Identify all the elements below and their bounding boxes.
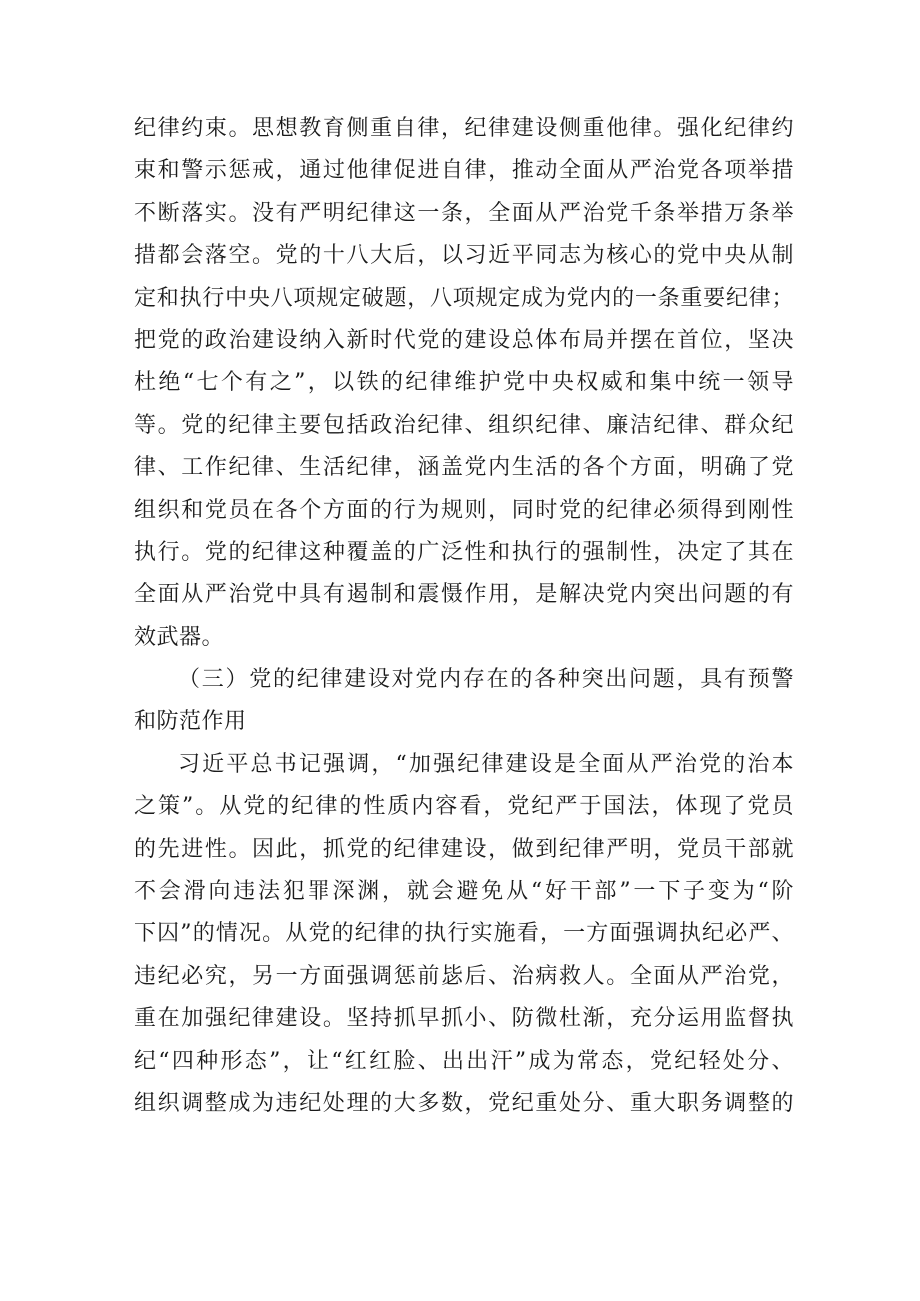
text-line: 下囚”的情况。从党的纪律的执行实施看，一方面强调执纪必严、 [134,921,794,947]
paragraph-warning-prevention [134,744,794,1126]
text-line: 之策”。从党的纪律的性质内容看，党纪严于国法，体现了党员 [134,794,794,820]
text-line: 纪“四种形态”，让“红红脸、出出汗”成为常态，党纪轻处分、 [134,1048,794,1074]
document-body [134,108,794,1125]
text-line: 的先进性。因此，抓党的纪律建设，做到纪律严明，党员干部就 [134,836,794,862]
text-line: 不断落实。没有严明纪律这一条，全面从严治党千条举措万条举 [134,200,794,226]
text-line: 执行。党的纪律这种覆盖的广泛性和执行的强制性，决定了其在 [134,539,794,565]
text-line: 等。党的纪律主要包括政治纪律、组织纪律、廉洁纪律、群众纪 [134,412,794,438]
text-line: 全面从严治党中具有遏制和震慑作用，是解决党内突出问题的有 [134,582,794,608]
text-line: 组织调整成为违纪处理的大多数，党纪重处分、重大职务调整的 [134,1090,794,1116]
text-line: 杜绝“七个有之”，以铁的纪律维护党中央权威和集中统一领导 [134,370,794,396]
heading-line: （三）党的纪律建设对党内存在的各种突出问题，具有预警 [178,667,794,693]
heading-line: 和防范作用 [134,709,247,735]
section-heading-3 [134,659,794,744]
text-line: 律、工作纪律、生活纪律，涵盖党内生活的各个方面，明确了党 [134,455,794,481]
text-line: 组织和党员在各个方面的行为规则，同时党的纪律必须得到刚性 [134,497,794,523]
text-line: 纪律约束。思想教育侧重自律，纪律建设侧重他律。强化纪律约 [134,116,794,141]
text-line: 不会滑向违法犯罪深渊，就会避免从“好干部”一下子变为“阶 [134,879,794,905]
text-line: 习近平总书记强调，“加强纪律建设是全面从严治党的治本 [178,751,794,777]
paragraph-discipline-constraint [134,108,794,659]
text-line: 重在加强纪律建设。坚持抓早抓小、防微杜渐，充分运用监督执 [134,1006,794,1032]
text-line: 束和警示惩戒，通过他律促进自律，推动全面从严治党各项举措 [134,158,794,184]
text-line: 措都会落空。党的十八大后，以习近平同志为核心的党中央从制 [134,243,794,269]
text-line: 违纪必究，另一方面强调惩前毖后、治病救人。全面从严治党， [134,963,794,989]
text-line: 把党的政治建设纳入新时代党的建设总体布局并摆在首位，坚决 [134,327,794,353]
text-line: 定和执行中央八项规定破题，八项规定成为党内的一条重要纪律； [134,285,794,311]
text-line: 效武器。 [134,624,225,650]
